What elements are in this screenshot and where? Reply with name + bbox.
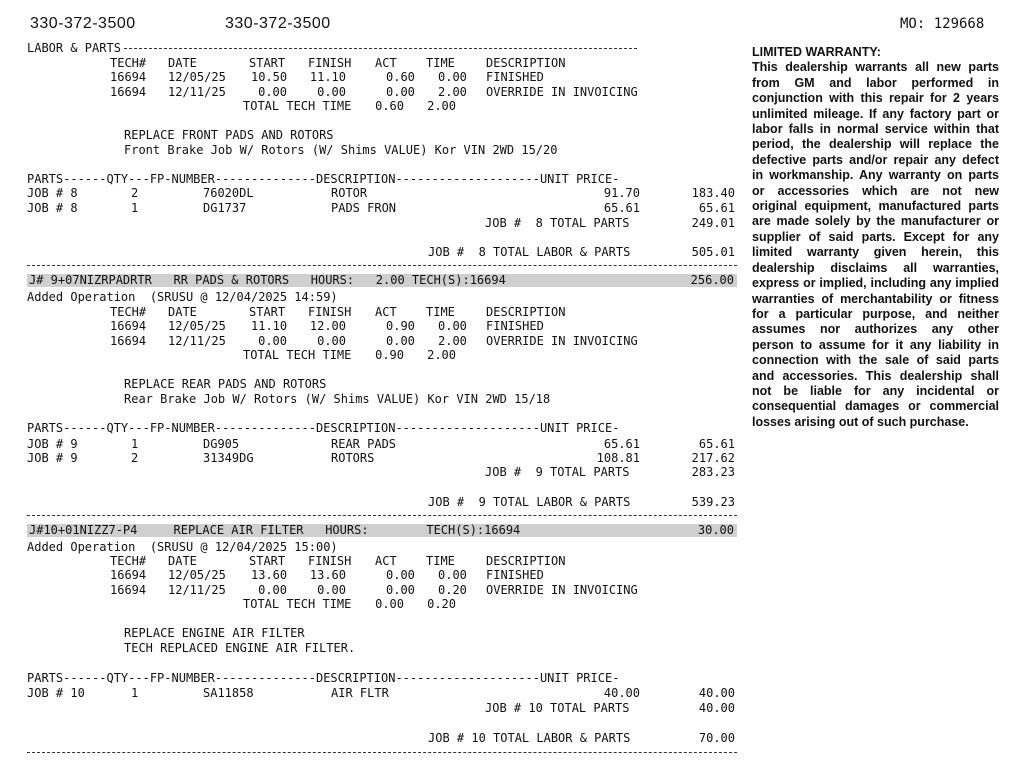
part-extended-price: 65.61 <box>698 201 735 215</box>
labor-cell: 12.00 <box>309 319 346 333</box>
total-time: 2.00 <box>427 348 456 362</box>
part-description: ROTORS <box>331 451 375 465</box>
total-act: 0.00 <box>375 597 404 611</box>
part-job: JOB # 8 <box>27 201 78 215</box>
labor-cell: OVERRIDE IN INVOICING <box>486 85 638 99</box>
part-number: 76020DL <box>203 186 254 200</box>
labor-cell: 0.00 <box>438 319 467 333</box>
labor-cell: 0.00 <box>317 334 346 348</box>
labor-cell: 16694 <box>110 568 147 582</box>
labor-cell: 16694 <box>110 583 147 597</box>
total-parts-label: JOB # 9 TOTAL PARTS <box>485 465 630 479</box>
divider <box>27 752 737 753</box>
total-parts: 283.23 <box>691 465 735 479</box>
operation-amount: 256.00 <box>690 273 734 287</box>
labor-cell: 16694 <box>110 334 147 348</box>
total-act: 0.90 <box>375 348 404 362</box>
labor-cell: 0.00 <box>386 568 415 582</box>
part-extended-price: 65.61 <box>698 437 735 451</box>
limited-warranty <box>752 45 999 430</box>
part-unit-price: 108.81 <box>596 451 640 465</box>
labor-column-header: ACT <box>375 554 397 568</box>
total-labor-parts: 505.01 <box>691 245 735 259</box>
parts-header: PARTS------QTY---FP-NUMBER--------------DESCRIPTION--------------------UNIT PRICE- <box>27 671 620 685</box>
total-tech-time-label: TOTAL TECH TIME <box>243 348 352 362</box>
labor-cell: FINISHED <box>486 568 544 582</box>
total-labor-parts-label: JOB # 9 TOTAL LABOR & PARTS <box>428 495 631 509</box>
labor-cell: 12/11/25 <box>168 583 226 597</box>
labor-column-header: TECH# <box>110 554 147 568</box>
labor-parts-heading: LABOR & PARTS <box>27 41 121 55</box>
labor-column-header: FINISH <box>308 554 352 568</box>
total-time: 0.20 <box>427 597 456 611</box>
labor-cell: 16694 <box>110 70 147 84</box>
part-number: 31349DG <box>203 451 254 465</box>
total-tech-time-label: TOTAL TECH TIME <box>243 99 352 113</box>
labor-cell: 0.20 <box>438 583 467 597</box>
labor-cell: 0.00 <box>438 568 467 582</box>
total-parts-label: JOB # 8 TOTAL PARTS <box>485 216 630 230</box>
labor-cell: 0.00 <box>386 85 415 99</box>
part-number: SA11858 <box>203 686 254 700</box>
part-description: AIR FLTR <box>331 686 389 700</box>
operation-header: J#10+01NIZZ7-P4 REPLACE AIR FILTER HOURS: TECH(S):16694 <box>29 523 521 537</box>
part-qty: 1 <box>131 686 139 700</box>
total-time: 2.00 <box>427 99 456 113</box>
labor-column-header: ACT <box>375 56 397 70</box>
operation-amount: 30.00 <box>697 523 734 537</box>
total-labor-parts-label: JOB # 8 TOTAL LABOR & PARTS <box>428 245 631 259</box>
part-job: JOB # 9 <box>27 451 78 465</box>
part-unit-price: 65.61 <box>603 201 640 215</box>
labor-cell: FINISHED <box>486 70 544 84</box>
labor-cell: 11.10 <box>309 70 346 84</box>
warranty-title: LIMITED WARRANTY: <box>752 45 881 59</box>
part-job: JOB # 8 <box>27 186 78 200</box>
labor-column-header: DATE <box>168 554 197 568</box>
labor-cell: 12/11/25 <box>168 334 226 348</box>
labor-column-header: DESCRIPTION <box>486 56 566 70</box>
divider <box>124 48 637 49</box>
labor-column-header: DESCRIPTION <box>486 305 566 319</box>
part-unit-price: 40.00 <box>603 686 640 700</box>
job-description: REPLACE FRONT PADS AND ROTORS <box>124 128 334 142</box>
part-qty: 1 <box>131 437 139 451</box>
part-qty: 2 <box>131 451 139 465</box>
warranty-text: This dealership warrants all new parts from GM and labor performed in conjunction with this repair for 2 years unlimited mileage. If any factory part or labor falls in normal service within that period, the dealership will replace the defective parts and/or repair any defect in workmanship. Any warranty on parts or accessories which are not new original equipment, manufactured parts are made solely by the manufacturer or supplier of said parts. Except for any limited warranty given herein, this dealership disclaims all warranties, express or implied, including any implied warranties of merchantability or fitness for a particular purpose, and neither assumes nor authorizes any other person to assume for it any liability in connection with the sale of said parts and accessories. This dealership shall not be liable for any incidental or consequential damages or commercial losses arising out of such purchase. <box>752 60 999 429</box>
parts-header: PARTS------QTY---FP-NUMBER--------------DESCRIPTION--------------------UNIT PRICE- <box>27 172 620 186</box>
labor-cell: 0.00 <box>317 85 346 99</box>
labor-column-header: TIME <box>426 554 455 568</box>
labor-cell: 0.00 <box>386 583 415 597</box>
labor-column-header: TECH# <box>110 56 147 70</box>
part-extended-price: 217.62 <box>691 451 735 465</box>
labor-column-header: DATE <box>168 56 197 70</box>
labor-cell: 10.50 <box>251 70 288 84</box>
part-number: DG905 <box>203 437 240 451</box>
job-detail: Rear Brake Job W/ Rotors (W/ Shims VALUE) Kor VIN 2WD 15/18 <box>124 392 551 406</box>
labor-cell: 12/05/25 <box>168 319 226 333</box>
part-description: REAR PADS <box>331 437 397 451</box>
labor-column-header: TIME <box>426 56 455 70</box>
total-parts: 40.00 <box>698 701 735 715</box>
total-labor-parts-label: JOB # 10 TOTAL LABOR & PARTS <box>428 731 631 745</box>
labor-cell: OVERRIDE IN INVOICING <box>486 334 638 348</box>
labor-column-header: FINISH <box>308 305 352 319</box>
parts-header: PARTS------QTY---FP-NUMBER--------------DESCRIPTION--------------------UNIT PRICE- <box>27 421 620 435</box>
labor-cell: 0.00 <box>438 70 467 84</box>
labor-cell: 11.10 <box>251 319 288 333</box>
job-description: REPLACE ENGINE AIR FILTER <box>124 626 305 640</box>
total-tech-time-label: TOTAL TECH TIME <box>243 597 352 611</box>
part-extended-price: 40.00 <box>698 686 735 700</box>
part-job: JOB # 10 <box>27 686 85 700</box>
part-unit-price: 91.70 <box>603 186 640 200</box>
part-qty: 1 <box>131 201 139 215</box>
part-qty: 2 <box>131 186 139 200</box>
labor-cell: 0.60 <box>386 70 415 84</box>
operation-header: J# 9+07NIZRPADRTR RR PADS & ROTORS HOURS: 2.00 TECH(S):16694 <box>29 273 506 287</box>
labor-column-header: START <box>249 305 286 319</box>
labor-cell: OVERRIDE IN INVOICING <box>486 583 638 597</box>
labor-cell: 12/11/25 <box>168 85 226 99</box>
part-job: JOB # 9 <box>27 437 78 451</box>
labor-cell: 0.00 <box>258 85 287 99</box>
total-parts-label: JOB # 10 TOTAL PARTS <box>485 701 630 715</box>
labor-cell: 0.00 <box>317 583 346 597</box>
part-description: ROTOR <box>331 186 368 200</box>
labor-cell: 0.90 <box>386 319 415 333</box>
divider <box>27 515 737 516</box>
labor-cell: 16694 <box>110 85 147 99</box>
labor-column-header: FINISH <box>308 56 352 70</box>
mo-number: MO: 129668 <box>900 16 985 32</box>
labor-cell: 12/05/25 <box>168 568 226 582</box>
part-description: PADS FRON <box>331 201 397 215</box>
labor-column-header: TECH# <box>110 305 147 319</box>
labor-column-header: START <box>249 554 286 568</box>
part-extended-price: 183.40 <box>691 186 735 200</box>
labor-cell: 12/05/25 <box>168 70 226 84</box>
labor-cell: 0.00 <box>258 583 287 597</box>
divider <box>27 265 737 266</box>
labor-column-header: TIME <box>426 305 455 319</box>
phone-number-2: 330-372-3500 <box>225 15 331 32</box>
labor-column-header: DESCRIPTION <box>486 554 566 568</box>
labor-cell: 0.00 <box>258 334 287 348</box>
total-labor-parts: 70.00 <box>698 731 735 745</box>
job-detail: Front Brake Job W/ Rotors (W/ Shims VALUE) Kor VIN 2WD 15/20 <box>124 143 558 157</box>
labor-cell: FINISHED <box>486 319 544 333</box>
phone-number-1: 330-372-3500 <box>30 15 136 32</box>
part-unit-price: 65.61 <box>603 437 640 451</box>
labor-column-header: START <box>249 56 286 70</box>
labor-column-header: DATE <box>168 305 197 319</box>
labor-column-header: ACT <box>375 305 397 319</box>
labor-cell: 13.60 <box>251 568 288 582</box>
labor-cell: 13.60 <box>309 568 346 582</box>
total-act: 0.60 <box>375 99 404 113</box>
total-parts: 249.01 <box>691 216 735 230</box>
labor-cell: 16694 <box>110 319 147 333</box>
added-operation: Added Operation (SRUSU @ 12/04/2025 14:59) <box>27 290 338 304</box>
job-detail: TECH REPLACED ENGINE AIR FILTER. <box>124 641 356 655</box>
part-number: DG1737 <box>203 201 247 215</box>
labor-cell: 2.00 <box>438 85 467 99</box>
job-description: REPLACE REAR PADS AND ROTORS <box>124 377 327 391</box>
labor-cell: 2.00 <box>438 334 467 348</box>
labor-cell: 0.00 <box>386 334 415 348</box>
total-labor-parts: 539.23 <box>691 495 735 509</box>
added-operation: Added Operation (SRUSU @ 12/04/2025 15:00) <box>27 540 338 554</box>
